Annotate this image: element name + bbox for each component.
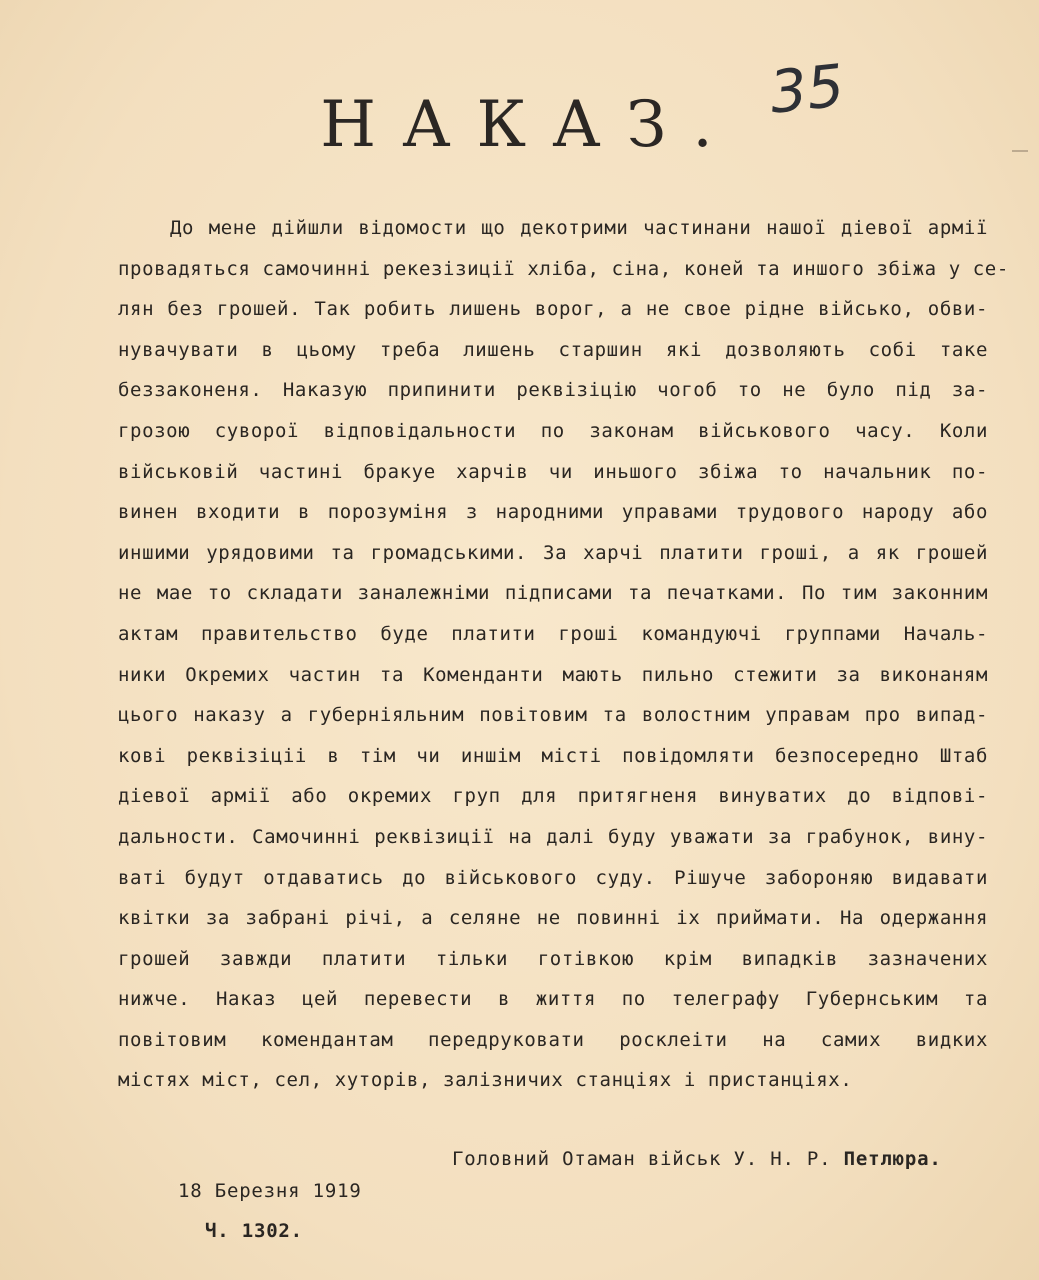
signature-block	[452, 1148, 942, 1170]
body-line: не мае то складати заналежніми підписами та печатками. По тим законним	[118, 582, 988, 605]
body-line: лян без грошей. Так робить лишень ворог, а не свое рідне військо, обви-	[118, 298, 988, 321]
document-date: 18 Березня 1919	[178, 1180, 362, 1202]
signature-title: Головний Отаман військ У. Н. Р.	[452, 1148, 832, 1170]
body-line: беззаконеня. Наказую припинити реквізіцію чогоб то не було під за-	[118, 379, 988, 402]
order-body	[118, 208, 1009, 1101]
body-line: ники Окремих частин та Коменданти мають пильно стежити за виконаням	[118, 663, 988, 686]
body-line: дальности. Самочинні реквізиції на далі буду уважати за грабунок, вину-	[118, 825, 988, 848]
body-line: містях міст, сел, хуторів, залізничих станціях і пристанціях.	[118, 1069, 853, 1092]
handwritten-number: 35	[766, 51, 848, 127]
body-line: грозою суворої відповідальности по законам військового часу. Коли	[118, 419, 988, 442]
document-title: НАКАЗ.	[320, 88, 739, 162]
body-line: актам правительство буде платити гроші командуючі группами Началь-	[118, 622, 988, 645]
body-line: До мене дійшли відомости що декотрими частинани нашої діевої армії	[170, 217, 988, 239]
body-line: иншими урядовими та громадськими. За харчі платити гроші, а як грошей	[118, 541, 988, 564]
body-line: нижче. Наказ цей перевести в життя по телеграфу Губернським та	[118, 988, 988, 1011]
body-line: ваті будут отдаватись до військового суду. Рішуче забороняю видавати	[118, 866, 988, 889]
body-line: грошей завжди платити тільки готівкою крім випадків зазначених	[118, 947, 988, 970]
order-number: Ч. 1302.	[205, 1220, 303, 1242]
body-line: діевої армії або окремих груп для притягненя винуватих до відпові-	[118, 785, 988, 808]
body-line: повітовим комендантам передруковати росклеіти на самих видких	[118, 1028, 988, 1051]
body-line: квітки за забрані річі, а селяне не повинні іх приймати. На одержання	[118, 907, 988, 930]
body-line: винен входити в порозуміня з народними управами трудового народу або	[118, 501, 988, 524]
body-line: провадяться самочинні рекезізиції хліба, сіна, коней та иншого збіжа у се-	[118, 257, 1009, 280]
body-line: кові реквізіціі в тім чи иншім місті повідомляти безпосередно Штаб	[118, 744, 988, 767]
body-line: цього наказу а губерніяльним повітовим та волостним управам про випад-	[118, 704, 988, 727]
signature-name: Петлюра.	[843, 1148, 942, 1170]
body-line: військовій частині бракуе харчів чи иньшого збіжа то начальник по-	[118, 460, 988, 483]
body-line: нувачувати в цьому треба лишень старшин які дозволяють собі таке	[118, 338, 988, 361]
